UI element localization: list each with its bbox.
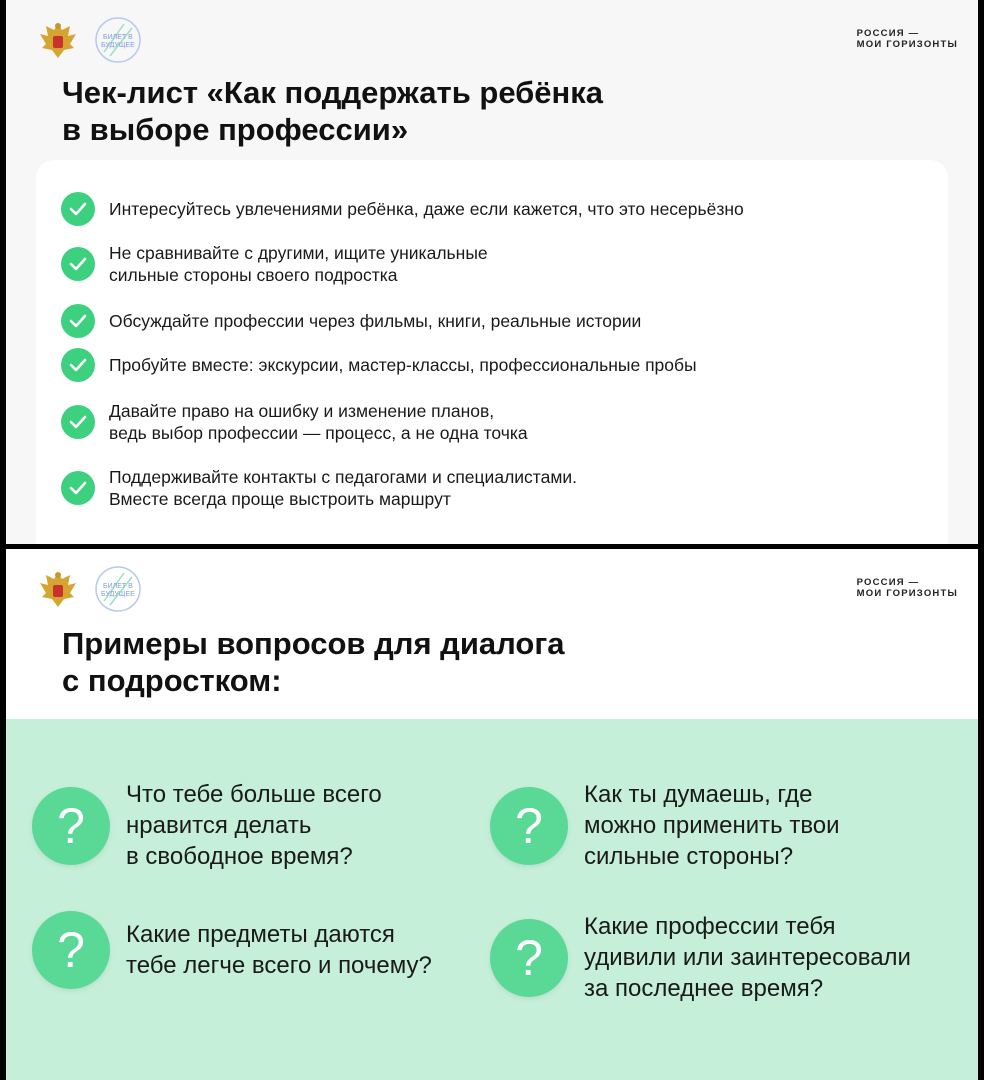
questions-slide (6, 549, 978, 1080)
page-title: Примеры вопросов для диалога с подростком: (62, 626, 565, 698)
check-icon (61, 405, 95, 439)
checklist-item-text: Обсуждайте профессии через фильмы, книги, реальные истории (109, 311, 642, 331)
check-icon (61, 192, 95, 226)
question-text: Что тебе больше всего нравится делать в свободное время? (126, 781, 382, 870)
question-block (32, 779, 382, 872)
question-block (490, 779, 840, 872)
question-mark-icon: ? (490, 787, 568, 865)
brand-text: РОССИЯ — МОИ ГОРИЗОНТЫ (856, 577, 958, 599)
question-block (32, 911, 432, 989)
checklist-item (61, 466, 577, 510)
logos (36, 565, 142, 613)
question-mark-icon: ? (32, 911, 110, 989)
page-title: Чек-лист «Как поддержать ребёнка в выборе профессии» (62, 75, 604, 147)
checklist-item-text: Поддерживайте контакты с педагогами и специалистами. Вместе всегда проще выстроить маршрут (109, 467, 578, 509)
checklist-item (61, 348, 697, 382)
question-text: Как ты думаешь, где можно применить твои сильные стороны? (584, 781, 840, 870)
question-mark-icon: ? (32, 787, 110, 865)
check-icon (61, 471, 95, 505)
check-icon (61, 304, 95, 338)
checklist-item (61, 192, 744, 226)
ticket-logo-line2: БУДУЩЕЕ (101, 42, 135, 49)
ticket-to-future-logo-icon (94, 565, 142, 613)
question-text: Какие предметы даются тебе легче всего и почему? (126, 921, 432, 979)
checklist-item-text: Пробуйте вместе: экскурсии, мастер-классы, профессиональные пробы (109, 355, 697, 375)
checklist-item (61, 242, 488, 286)
ticket-to-future-logo-icon (94, 16, 142, 64)
checklist-item-text: Не сравнивайте с другими, ищите уникальные сильные стороны своего подростка (109, 243, 488, 285)
coat-of-arms-icon (36, 567, 80, 611)
ticket-logo-line2: БУДУЩЕЕ (101, 591, 135, 598)
check-icon (61, 348, 95, 382)
checklist-item (61, 304, 641, 338)
coat-of-arms-icon (36, 18, 80, 62)
ticket-logo-line1: БИЛЕТ В (103, 583, 133, 590)
question-block (490, 911, 911, 1004)
question-mark-icon: ? (490, 919, 568, 997)
checklist-item-text: Давайте право на ошибку и изменение планов, ведь выбор профессии — процесс, а не одна точка (109, 401, 528, 443)
check-icon (61, 247, 95, 281)
question-text: Какие профессии тебя удивили или заинтересовали за последнее время? (584, 913, 911, 1002)
checklist-slide (6, 0, 978, 544)
brand-text: РОССИЯ — МОИ ГОРИЗОНТЫ (856, 28, 958, 50)
checklist-item (61, 400, 528, 444)
logos (36, 16, 142, 64)
ticket-logo-line1: БИЛЕТ В (103, 34, 133, 41)
questions-panel (6, 719, 978, 1080)
checklist-item-text: Интересуйтесь увлечениями ребёнка, даже если кажется, что это несерьёзно (109, 199, 744, 219)
